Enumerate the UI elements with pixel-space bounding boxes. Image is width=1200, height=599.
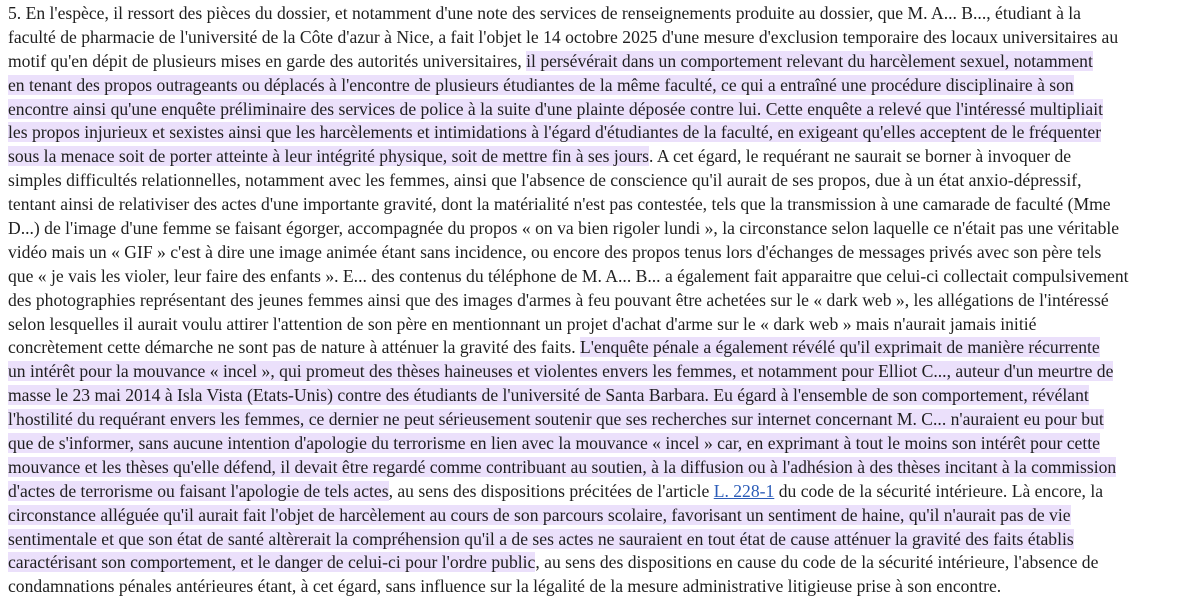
text-line	[8, 289, 1194, 313]
highlighted-text: l'hostilité du requérant envers les femmes, ce dernier ne peut sérieusement soutenir que ses recherches sur internet concernant M. C... n'auraient eu pour but	[8, 409, 1104, 430]
highlighted-text: L'enquête pénale a également révélé qu'il exprimait de manière récurrente	[580, 337, 1100, 358]
text-segment: , au sens des dispositions en cause du code de la sécurité intérieure, l'absence de	[535, 552, 1099, 573]
text-line	[8, 121, 1194, 145]
highlighted-text: il persévérait dans un comportement relevant du harcèlement sexuel, notamment	[526, 50, 1093, 71]
highlighted-text: encontre ainsi qu'une enquête préliminaire des services de police à la suite d'une plainte déposée contre lui. Cette enquête a relevé que l'intéressé multipliait	[8, 98, 1104, 119]
text-line	[8, 50, 1194, 74]
highlighted-text: en tenant des propos outrageants ou déplacés à l'encontre de plusieurs étudiantes de la même faculté, ce qui a entraîné une procédure disciplinaire à son	[8, 74, 1074, 95]
text-segment: tentant ainsi de relativiser des actes d'une importante gravité, dont la matérialité n'est pas contestée, tels que la transmission à une camarade de faculté (Mme	[8, 194, 1111, 215]
text-line	[8, 408, 1194, 432]
text-segment: , au sens des dispositions précitées de l'article	[388, 480, 714, 501]
text-line	[8, 384, 1194, 408]
text-segment: faculté de pharmacie de l'université de la Côte d'azur à Nice, a fait l'objet le 14 octobre 2025 d'une mesure d'exclusion temporaire des locaux universitaires au	[8, 26, 1119, 47]
text-segment: des photographies représentant des jeunes femmes ainsi que des images d'armes à feu pouvant être achetées sur le « dark web », les allégations de l'intéressé	[8, 289, 1109, 310]
text-line	[8, 551, 1194, 575]
text-line	[8, 98, 1194, 122]
text-line	[8, 241, 1194, 265]
text-line	[8, 193, 1194, 217]
text-segment: que « je vais les violer, leur faire des enfants ». E... des contenus du téléphone de M. A... B... a également fait apparaitre que celui-ci collectait compulsivement	[8, 265, 1129, 286]
text-line	[8, 265, 1194, 289]
text-line	[8, 504, 1194, 528]
text-segment: concrètement cette démarche ne sont pas de nature à atténuer la gravité des faits.	[8, 337, 581, 358]
highlighted-text: mouvance et les thèses qu'elle défend, il devait être regardé comme contribuant au soutien, à la diffusion ou à l'adhésion à des thèses incitant à la commission	[8, 456, 1117, 477]
text-line	[8, 480, 1194, 504]
text-line	[8, 217, 1194, 241]
text-line	[8, 360, 1194, 384]
text-line	[8, 336, 1194, 360]
text-line	[8, 313, 1194, 337]
text-segment: du code de la sécurité intérieure. Là encore, la	[774, 480, 1104, 501]
text-segment: condamnations pénales antérieures étant, à cet égard, sans influence sur la légalité de la mesure administrative litigieuse prise à son encontre.	[8, 576, 1002, 597]
text-segment: 5. En l'espèce, il ressort des pièces du dossier, et notamment d'une note des services de renseignements produite au dossier, que M. A... B..., étudiant à la	[8, 3, 1081, 23]
text-line	[8, 2, 1194, 26]
text-line	[8, 26, 1194, 50]
highlighted-text: d'actes de terrorisme ou faisant l'apologie de tels actes	[8, 480, 389, 501]
highlighted-text: sentimentale et que son état de santé altèrerait la compréhension qu'il a de ses actes ne sauraient en tout état de cause atténuer la gravité des faits établis	[8, 528, 1074, 549]
highlighted-text: caractérisant son comportement, et le danger de celui-ci pour l'ordre public	[8, 552, 536, 573]
text-segment: simples difficultés relationnelles, notamment avec les femmes, ainsi que l'absence de conscience qu'il aurait de ses propos, due à un état anxio-dépressif,	[8, 170, 1082, 191]
text-line	[8, 575, 1194, 599]
text-segment: selon lesquelles il aurait voulu attirer l'attention de son père en mentionnant un projet d'achat d'arme sur le « dark web » mais n'aurait jamais initié	[8, 313, 1037, 334]
text-line	[8, 456, 1194, 480]
text-line	[8, 145, 1194, 169]
text-line	[8, 528, 1194, 552]
highlighted-text: masse le 23 mai 2014 à Isla Vista (Etats-Unis) contre des étudiants de l'université de Santa Barbara. Eu égard à l'ensemble de son comportement, révélant	[8, 385, 1089, 406]
highlighted-text: que de s'informer, sans aucune intention d'apologie du terrorisme en lien avec la mouvance « incel » car, en exprimant à tout le moins son intérêt pour cette	[8, 433, 1100, 454]
text-segment: vidéo mais un « GIF » c'est à dire une image animée étant sans incidence, ou encore des propos tenus lors d'échanges de messages privés avec son père tels	[8, 241, 1102, 262]
text-line	[8, 74, 1194, 98]
text-segment: . A cet égard, le requérant ne saurait se borner à invoquer de	[649, 146, 1072, 167]
highlighted-text: un intérêt pour la mouvance « incel », qui promeut des thèses haineuses et violentes envers les femmes, et notamment pour Elliot C..., auteur d'un meurtre de	[8, 361, 1114, 382]
article-link[interactable]: L. 228-1	[713, 480, 775, 501]
highlighted-text: sous la menace soit de porter atteinte à leur intégrité physique, soit de mettre fin à ses jours	[8, 146, 650, 167]
text-segment: motif qu'en dépit de plusieurs mises en garde des autorités universitaires,	[8, 50, 527, 71]
highlighted-text: les propos injurieux et sexistes ainsi que les harcèlements et intimidations à l'égard d'étudiantes de la faculté, en exigeant qu'elles acceptent de le fréquenter	[8, 122, 1102, 143]
text-segment: D...) de l'image d'une femme se faisant égorger, accompagnée du propos « on va bien rigoler lundi », la circonstance selon laquelle ce n'était pas une véritable	[8, 218, 1120, 239]
text-line	[8, 432, 1194, 456]
highlighted-text: circonstance alléguée qu'il aurait fait l'objet de harcèlement au cours de son parcours scolaire, favorisant un sentiment de haine, qu'il n'aurait pas de vie	[8, 504, 1071, 525]
text-line	[8, 169, 1194, 193]
